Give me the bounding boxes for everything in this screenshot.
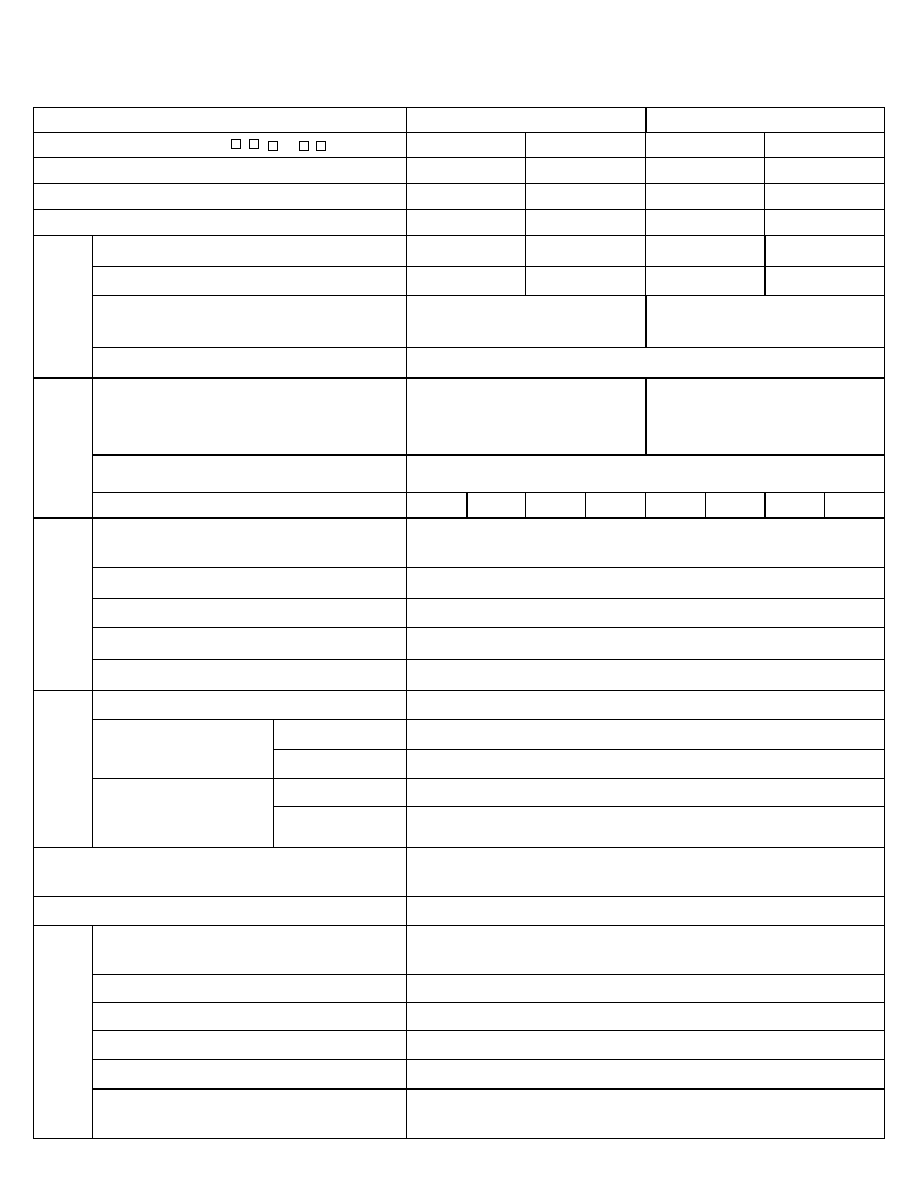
- form-border-left: [33, 107, 34, 1139]
- row-line: [273, 806, 885, 807]
- row-line: [92, 1088, 885, 1090]
- row-line: [33, 235, 885, 236]
- section-divider: [33, 517, 885, 519]
- value-eighth-divider: [585, 492, 586, 518]
- row-line: [33, 183, 885, 184]
- checkbox-5-icon[interactable]: [316, 141, 326, 151]
- row-line: [92, 295, 885, 296]
- checkbox-1-icon[interactable]: [231, 139, 241, 149]
- row-line: [33, 896, 885, 897]
- checkbox-4-icon[interactable]: [299, 141, 309, 151]
- value-eighth-divider: [525, 492, 526, 518]
- value-half-divider: [645, 132, 646, 296]
- row-line: [92, 492, 885, 493]
- row-line: [33, 157, 885, 158]
- label-value-divider: [406, 107, 407, 1139]
- value-quarter-divider: [525, 132, 526, 296]
- value-quarter-divider: [764, 235, 766, 296]
- value-eighth-divider: [705, 492, 706, 518]
- row-line: [92, 1059, 885, 1060]
- row-line: [273, 749, 885, 750]
- group-column-divider: [92, 925, 93, 1139]
- row-line: [33, 209, 885, 210]
- section-divider: [33, 847, 885, 848]
- value-half-divider: [645, 107, 647, 133]
- checkbox-3-icon[interactable]: [268, 141, 278, 151]
- value-eighth-divider: [645, 492, 646, 518]
- form-border-right: [884, 107, 885, 1139]
- section-divider: [33, 690, 885, 691]
- value-eighth-divider: [764, 492, 766, 518]
- row-line: [92, 659, 885, 660]
- row-line: [33, 132, 885, 133]
- row-line: [92, 778, 885, 779]
- value-half-divider: [645, 378, 647, 455]
- value-half-divider: [645, 295, 647, 347]
- group-column-divider: [92, 690, 93, 848]
- row-line: [92, 347, 885, 348]
- value-eighth-divider: [466, 492, 468, 518]
- row-line: [92, 719, 885, 720]
- value-eighth-divider: [824, 492, 825, 518]
- row-line: [92, 1002, 885, 1003]
- group-column-divider: [92, 378, 93, 518]
- row-line: [92, 974, 885, 975]
- group-column-divider: [92, 518, 93, 691]
- group-column-divider: [92, 235, 93, 378]
- row-line: [92, 627, 885, 628]
- row-line: [92, 266, 885, 267]
- row-line: [92, 598, 885, 599]
- row-line: [92, 1030, 885, 1031]
- checkbox-2-icon[interactable]: [249, 139, 259, 149]
- section-divider: [33, 925, 885, 926]
- row-line: [92, 454, 885, 456]
- value-quarter-divider: [764, 132, 765, 235]
- form-border-bottom: [33, 1138, 885, 1139]
- section-divider: [33, 377, 885, 379]
- sublabel-divider: [273, 719, 274, 848]
- form-border-top: [33, 107, 885, 108]
- row-line: [92, 567, 885, 568]
